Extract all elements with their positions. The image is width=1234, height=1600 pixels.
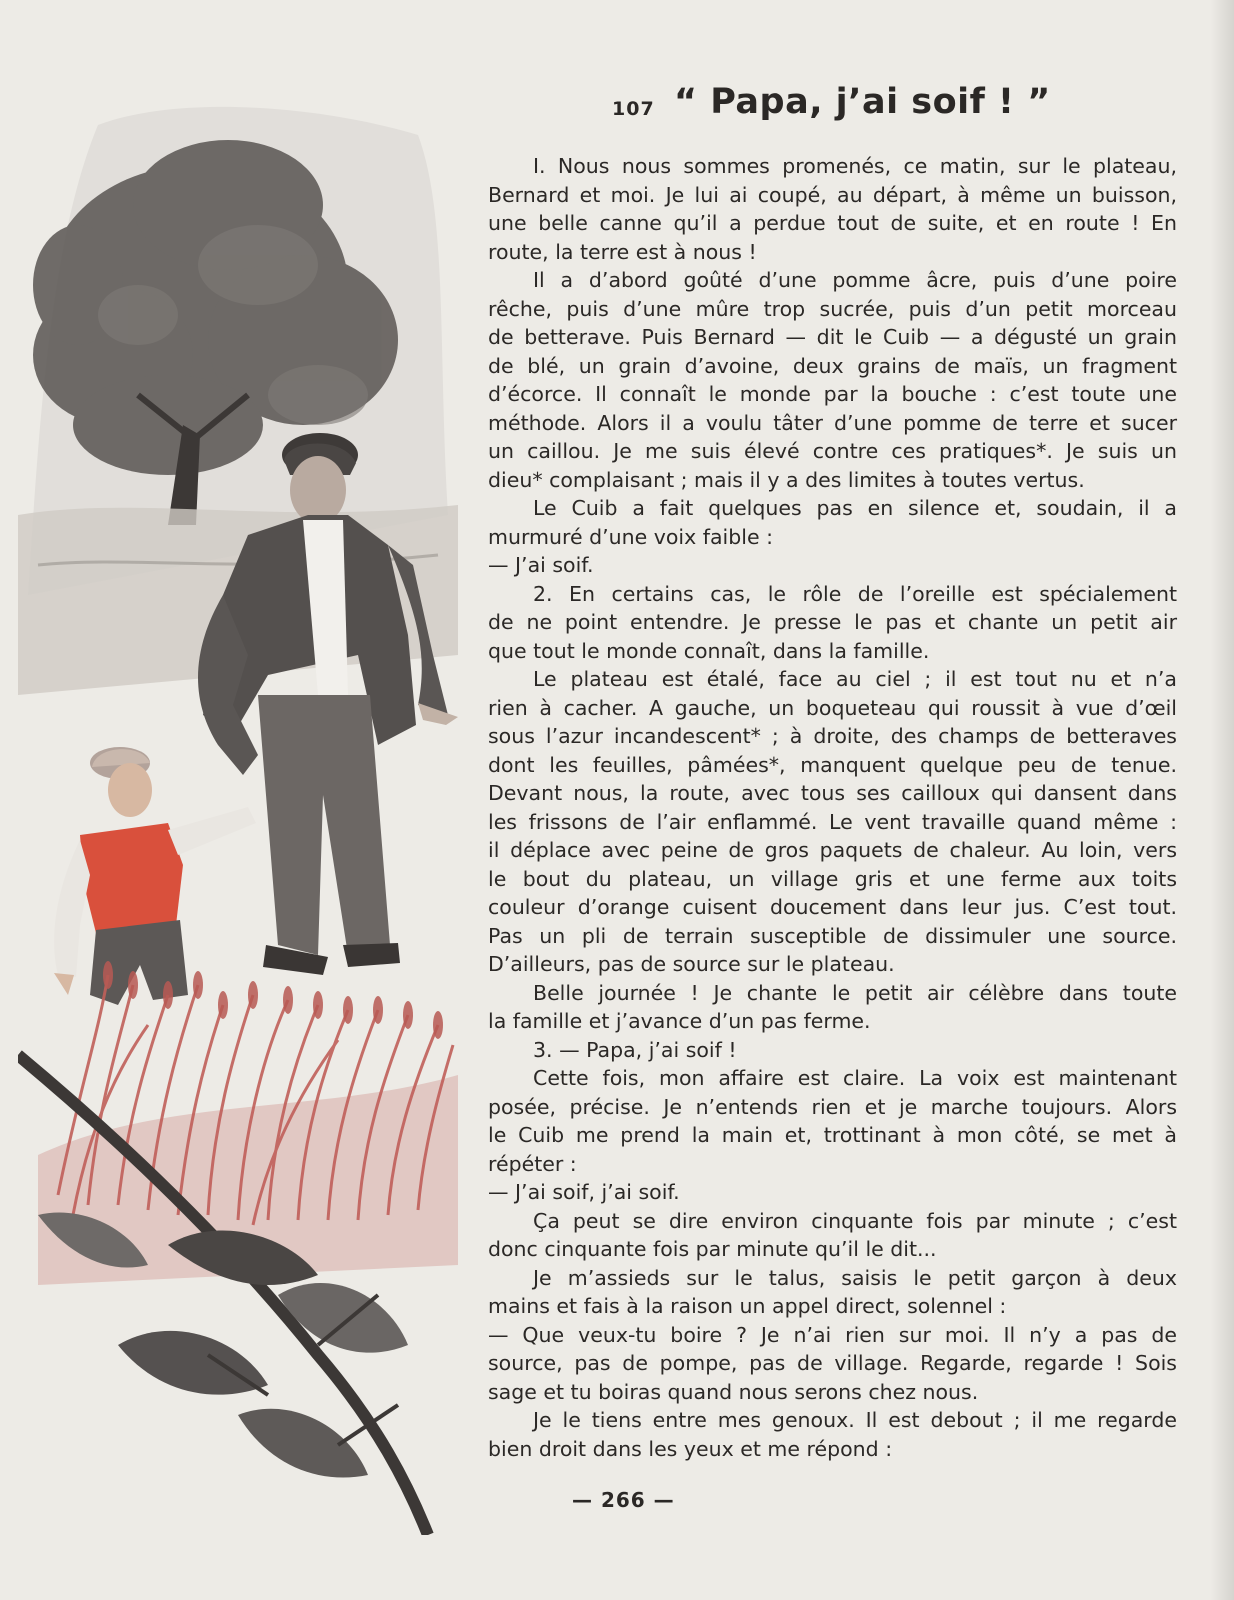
text-line: posée, précise. Je n’entends rien et je marche toujours. Alors: [488, 1094, 1177, 1119]
text-line: dont les feuilles, pâmées*, manquent quelque peu de tenue.: [488, 752, 1177, 777]
text-line: une belle canne qu’il a perdue tout de suite, et en route ! En: [488, 211, 1177, 235]
text-line: I. Nous nous sommes promenés, ce matin, sur le plateau,: [533, 154, 1177, 178]
text-line: 3. — Papa, j’ai soif !: [533, 1037, 737, 1062]
text-line: Ça peut se dire environ cinquante fois par minute ; c’est: [533, 1208, 1177, 1233]
text-line: de blé, un grain d’avoine, deux grains de maïs, un fragment: [488, 353, 1177, 378]
text-line: le Cuib me prend la main et, trottinant à mon côté, se met à: [488, 1123, 1177, 1147]
text-line: répéter :: [488, 1151, 577, 1176]
text-line: bien droit dans les yeux et me répond :: [488, 1436, 893, 1461]
text-line: les frissons de l’air enflammé. Le vent travaille quand même :: [488, 809, 1177, 834]
text-line: Le plateau est étalé, face au ciel ; il est tout nu et n’a: [533, 667, 1177, 691]
text-line: — Que veux-tu boire ? Je n’ai rien sur moi. Il n’y a pas de: [488, 1322, 1177, 1347]
text-line: un caillou. Je me suis élevé contre ces pratiques*. Je suis un: [488, 439, 1177, 463]
text-line: — J’ai soif, j’ai soif.: [488, 1180, 680, 1204]
text-line: dieu* complaisant ; mais il y a des limites à toutes vertus.: [488, 467, 1085, 492]
page-number: — 266 —: [572, 1488, 675, 1512]
text-line: Pas un pli de terrain susceptible de dissimuler une source.: [488, 923, 1177, 948]
text-line: de ne point entendre. Je presse le pas et chante un petit air: [488, 610, 1177, 634]
illustration-father-and-son: [18, 95, 458, 1535]
text-line: il déplace avec peine de gros paquets de chaleur. Au loin, vers: [488, 838, 1177, 862]
text-line: mains et fais à la raison un appel direct, solennel :: [488, 1294, 1007, 1318]
text-line: Cette fois, mon affaire est claire. La voix est maintenant: [533, 1066, 1177, 1090]
lesson-title: “ Papa, j’ai soif ! ”: [674, 82, 1051, 122]
text-line: que tout le monde connaît, dans la famille.: [488, 638, 930, 663]
text-line: murmuré d’une voix faible :: [488, 524, 773, 549]
text-line: Je le tiens entre mes genoux. Il est debout ; il me regarde: [533, 1408, 1177, 1432]
text-line: de betterave. Puis Bernard — dit le Cuib — a dégusté un grain: [488, 325, 1177, 349]
text-line: Bernard et moi. Je lui ai coupé, au départ, à même un buisson,: [488, 182, 1177, 207]
text-line: route, la terre est à nous !: [488, 239, 757, 264]
lesson-header: [612, 82, 1132, 142]
text-line: rien à cacher. A gauche, un boqueteau qui roussit à vue d’œil: [488, 695, 1177, 720]
text-line: donc cinquante fois par minute qu’il le dit...: [488, 1237, 937, 1261]
text-line: Il a d’abord goûté d’une pomme âcre, puis d’une poire: [533, 268, 1177, 292]
text-line: Belle journée ! Je chante le petit air célèbre dans toute: [533, 980, 1177, 1005]
text-line: source, pas de pompe, pas de village. Regarde, regarde ! Sois: [488, 1351, 1177, 1375]
text-line: sous l’azur incandescent* ; à droite, des champs de betteraves: [488, 724, 1177, 748]
text-line: la famille et j’avance d’un pas ferme.: [488, 1009, 871, 1033]
text-line: 2. En certains cas, le rôle de l’oreille est spécialement: [533, 581, 1177, 606]
text-line: D’ailleurs, pas de source sur le plateau.: [488, 952, 895, 976]
text-line: rêche, puis d’une mûre trop sucrée, puis d’un petit morceau: [488, 296, 1177, 321]
text-line: sage et tu boiras quand nous serons chez nous.: [488, 1379, 979, 1404]
page-edge-shadow: [1210, 0, 1234, 1600]
reading-text: [488, 152, 1177, 1463]
lesson-number: 107: [612, 98, 655, 120]
boy-figure: [54, 747, 256, 1005]
text-line: Devant nous, la route, avec tous ses cailloux qui dansent dans: [488, 781, 1177, 805]
text-line: Je m’assieds sur le talus, saisis le petit garçon à deux: [533, 1265, 1177, 1290]
text-line: méthode. Alors il a voulu tâter d’une pomme de terre et sucer: [488, 410, 1177, 435]
text-line: — J’ai soif.: [488, 553, 594, 577]
text-line: Le Cuib a fait quelques pas en silence et, soudain, il a: [533, 496, 1177, 520]
text-line: couleur d’orange cuisent doucement dans leur jus. C’est tout.: [488, 895, 1177, 919]
text-line: d’écorce. Il connaît le monde par la bouche : c’est toute une: [488, 382, 1177, 406]
text-line: le bout du plateau, un village gris et une ferme aux toits: [488, 866, 1177, 891]
